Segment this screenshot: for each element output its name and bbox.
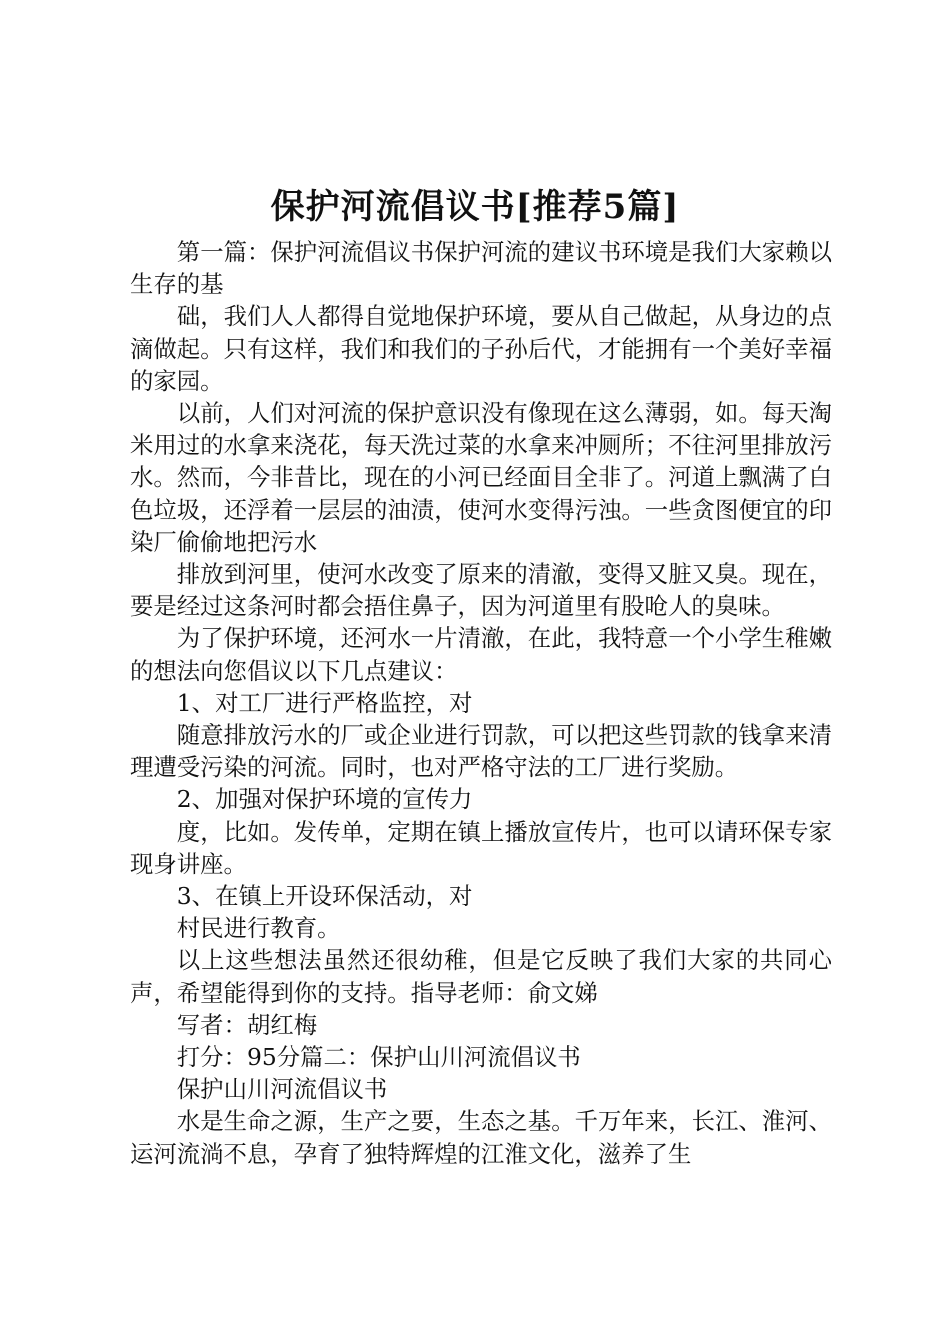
paragraph: 1、对工厂进行严格监控，对 — [176, 688, 473, 717]
paragraph: 打分：95分篇二：保护山川河流倡议书 — [176, 1043, 581, 1072]
paragraph: 础，我们人人都得自觉地保护环境，要从自己做起，从身边的点滴做起。只有这样，我们和我们的子孙后代，才能拥有一个美好幸福的家园。 — [130, 302, 832, 395]
paragraph: 3、在镇上开设环保活动，对 — [176, 882, 473, 911]
document-title: 保护河流倡议书[推荐5篇] — [270, 187, 680, 227]
paragraph: 写者：胡红梅 — [176, 1010, 318, 1039]
paragraph: 保护山川河流倡议书 — [176, 1075, 388, 1104]
paragraph: 第一篇：保护河流倡议书保护河流的建议书环境是我们大家赖以生存的基 — [130, 238, 832, 299]
paragraph: 以上这些想法虽然还很幼稚，但是它反映了我们大家的共同心声，希望能得到你的支持。指导老师：俞文娣 — [130, 946, 832, 1007]
paragraph: 以前，人们对河流的保护意识没有像现在这么薄弱，如。每天淘米用过的水拿来浇花，每天洗过菜的水拿来冲厕所；不往河里排放污水。然而，今非昔比，现在的小河已经面目全非了。河道上飘满了白色垃圾，还浮着一层层的油渍，使河水变得污浊。一些贪图便宜的印染厂偷偷地把污水 — [130, 399, 832, 556]
paragraph: 排放到河里，使河水改变了原来的清澈，变得又脏又臭。现在，要是经过这条河时都会捂住鼻子，因为河道里有股呛人的臭味。 — [130, 560, 832, 621]
paragraph: 水是生命之源，生产之要，生态之基。千万年来，长江、淮河、运河流淌不息，孕育了独特辉煌的江淮文化，滋养了生 — [130, 1107, 832, 1168]
paragraph: 村民进行教育。 — [176, 914, 341, 943]
paragraph: 度，比如。发传单，定期在镇上播放宣传片，也可以请环保专家现身讲座。 — [130, 817, 832, 878]
paragraph: 随意排放污水的厂或企业进行罚款，可以把这些罚款的钱拿来清理遭受污染的河流。同时，也对严格守法的工厂进行奖励。 — [130, 721, 832, 782]
document-body — [130, 236, 832, 1170]
paragraph: 为了保护环境，还河水一片清澈，在此，我特意一个小学生稚嫩的想法向您倡议以下几点建议： — [130, 624, 832, 685]
paragraph: 2、加强对保护环境的宣传力 — [176, 785, 473, 814]
